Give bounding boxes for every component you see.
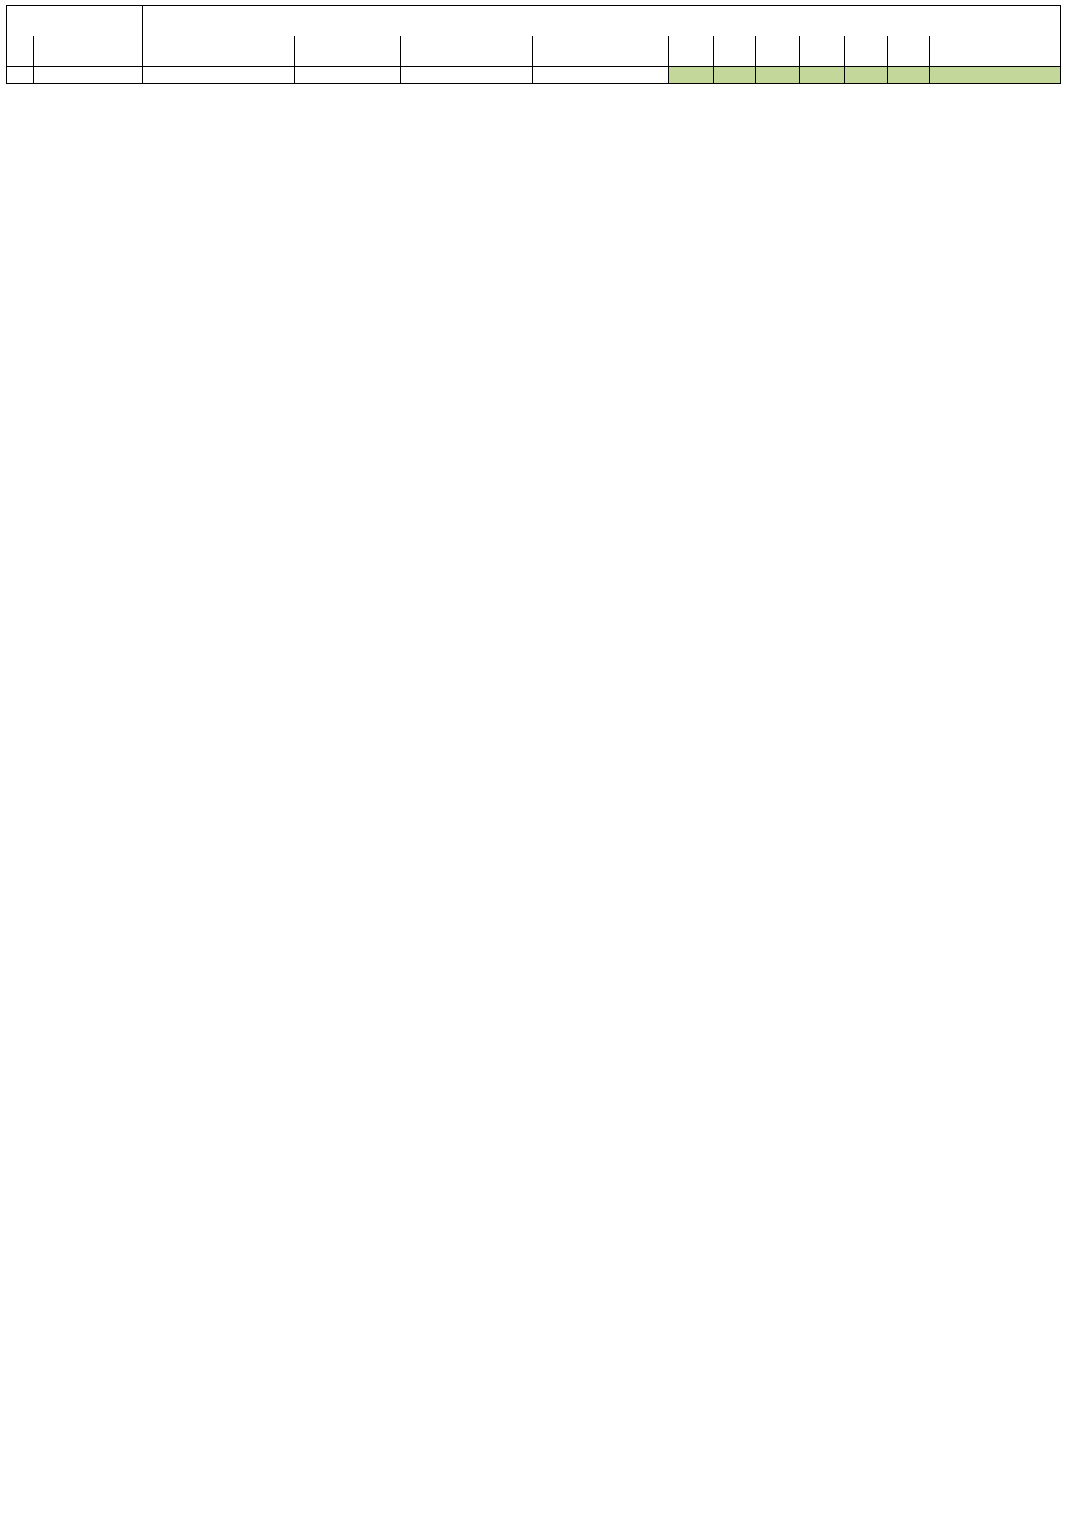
header-club <box>532 67 668 84</box>
title-row <box>7 6 1061 37</box>
header-row <box>7 67 1061 84</box>
header-stage-5 <box>844 67 887 84</box>
header-stage-1 <box>669 67 714 84</box>
header-city <box>400 67 532 84</box>
header-pilot <box>34 67 143 84</box>
header-sum-4-stages <box>929 67 1060 84</box>
header-navigator <box>143 67 294 84</box>
header-stage-4 <box>800 67 844 84</box>
watermark <box>7 6 143 37</box>
header-car <box>294 67 400 84</box>
header-stage-2 <box>756 67 800 84</box>
header-stage-3 <box>714 67 756 84</box>
spacer-row <box>7 36 1061 67</box>
header-number <box>7 67 34 84</box>
results-table <box>6 5 1061 84</box>
header-total <box>887 67 929 84</box>
sheet-title <box>143 6 1061 37</box>
